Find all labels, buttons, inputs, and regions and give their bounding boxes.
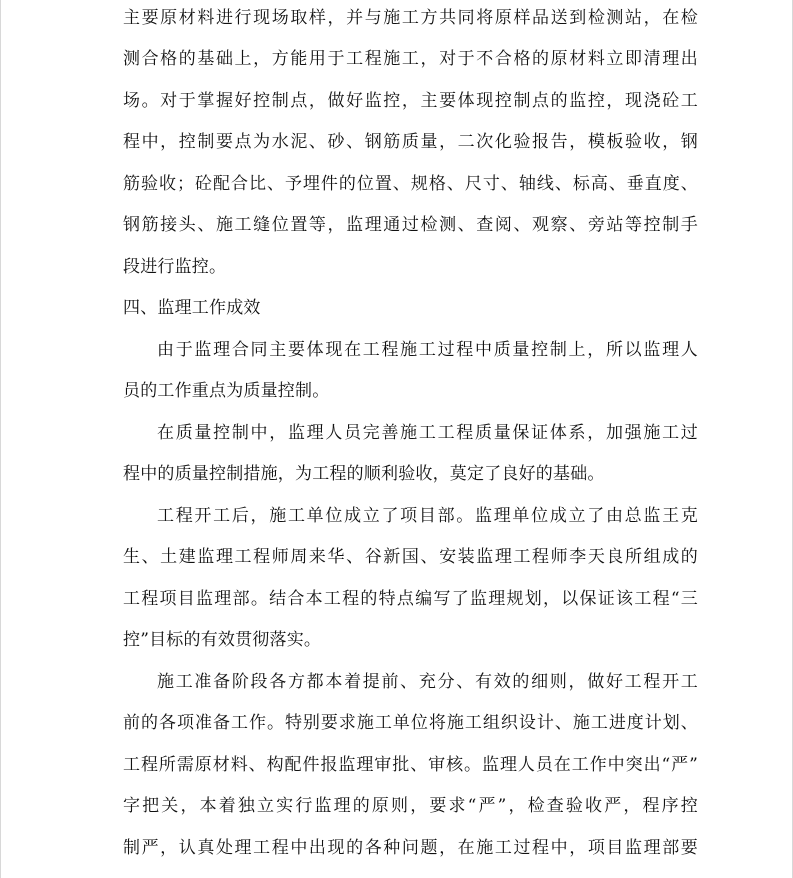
paragraph-4-line-1: 施工准备阶段各方都本着提前、充分、有效的细则，做好工程开工 [157, 672, 698, 692]
paragraph-3-line-3: 工程项目监理部。结合本工程的特点编写了监理规划，以保证该工程“三 [123, 589, 698, 609]
section-heading: 四、监理工作成效 [123, 298, 261, 318]
paragraph-2-line-2: 程中的质量控制措施，为工程的顺利验收，莫定了良好的基础。 [123, 464, 605, 484]
paragraph-3-line-4: 控”目标的有效贯彻落实。 [123, 630, 322, 650]
paragraph-4-line-3: 工程所需原材料、构配件报监理审批、审核。监理人员在工作中突出“严” [123, 755, 698, 775]
paragraph-3-line-1: 工程开工后，施工单位成立了项目部。监理单位成立了由总监王克 [157, 506, 698, 526]
text-line-4: 程中，控制要点为水泥、砂、钢筋质量，二次化验报告，模板验收，钢 [123, 132, 698, 152]
text-line-1: 主要原材料进行现场取样，并与施工方共同将原样品送到检测站，在检 [123, 8, 698, 28]
paragraph-4-line-5: 制严，认真处理工程中出现的各种问题，在施工过程中，项目监理部要 [123, 838, 698, 858]
text-line-6: 钢筋接头、施工缝位置等，监理通过检测、查阅、观察、旁站等控制手 [123, 215, 698, 235]
text-line-2: 测合格的基础上，方能用于工程施工，对于不合格的原材料立即清理出 [123, 49, 698, 69]
text-line-3: 场。对于掌握好控制点，做好监控，主要体现控制点的监控，现浇砼工 [123, 91, 698, 111]
paragraph-2-line-1: 在质量控制中，监理人员完善施工工程质量保证体系，加强施工过 [157, 423, 698, 443]
text-line-7: 段进行监控。 [123, 257, 227, 277]
paragraph-4-line-2: 前的各项准备工作。特别要求施工单位将施工组织设计、施工进度计划、 [123, 713, 698, 733]
paragraph-3-line-2: 生、土建监理工程师周来华、谷新国、安装监理工程师李天良所组成的 [123, 547, 698, 567]
paragraph-1-line-1: 由于监理合同主要体现在工程施工过程中质量控制上，所以监理人 [157, 340, 698, 360]
paragraph-4-line-4: 字把关，本着独立实行监理的原则，要求“严”，检查验收严，程序控 [123, 796, 698, 816]
paragraph-1-line-2: 员的工作重点为质量控制。 [123, 381, 330, 401]
page-left-border [0, 0, 1, 878]
text-line-5: 筋验收；砼配合比、予埋件的位置、规格、尺寸、轴线、标高、垂直度、 [123, 174, 698, 194]
